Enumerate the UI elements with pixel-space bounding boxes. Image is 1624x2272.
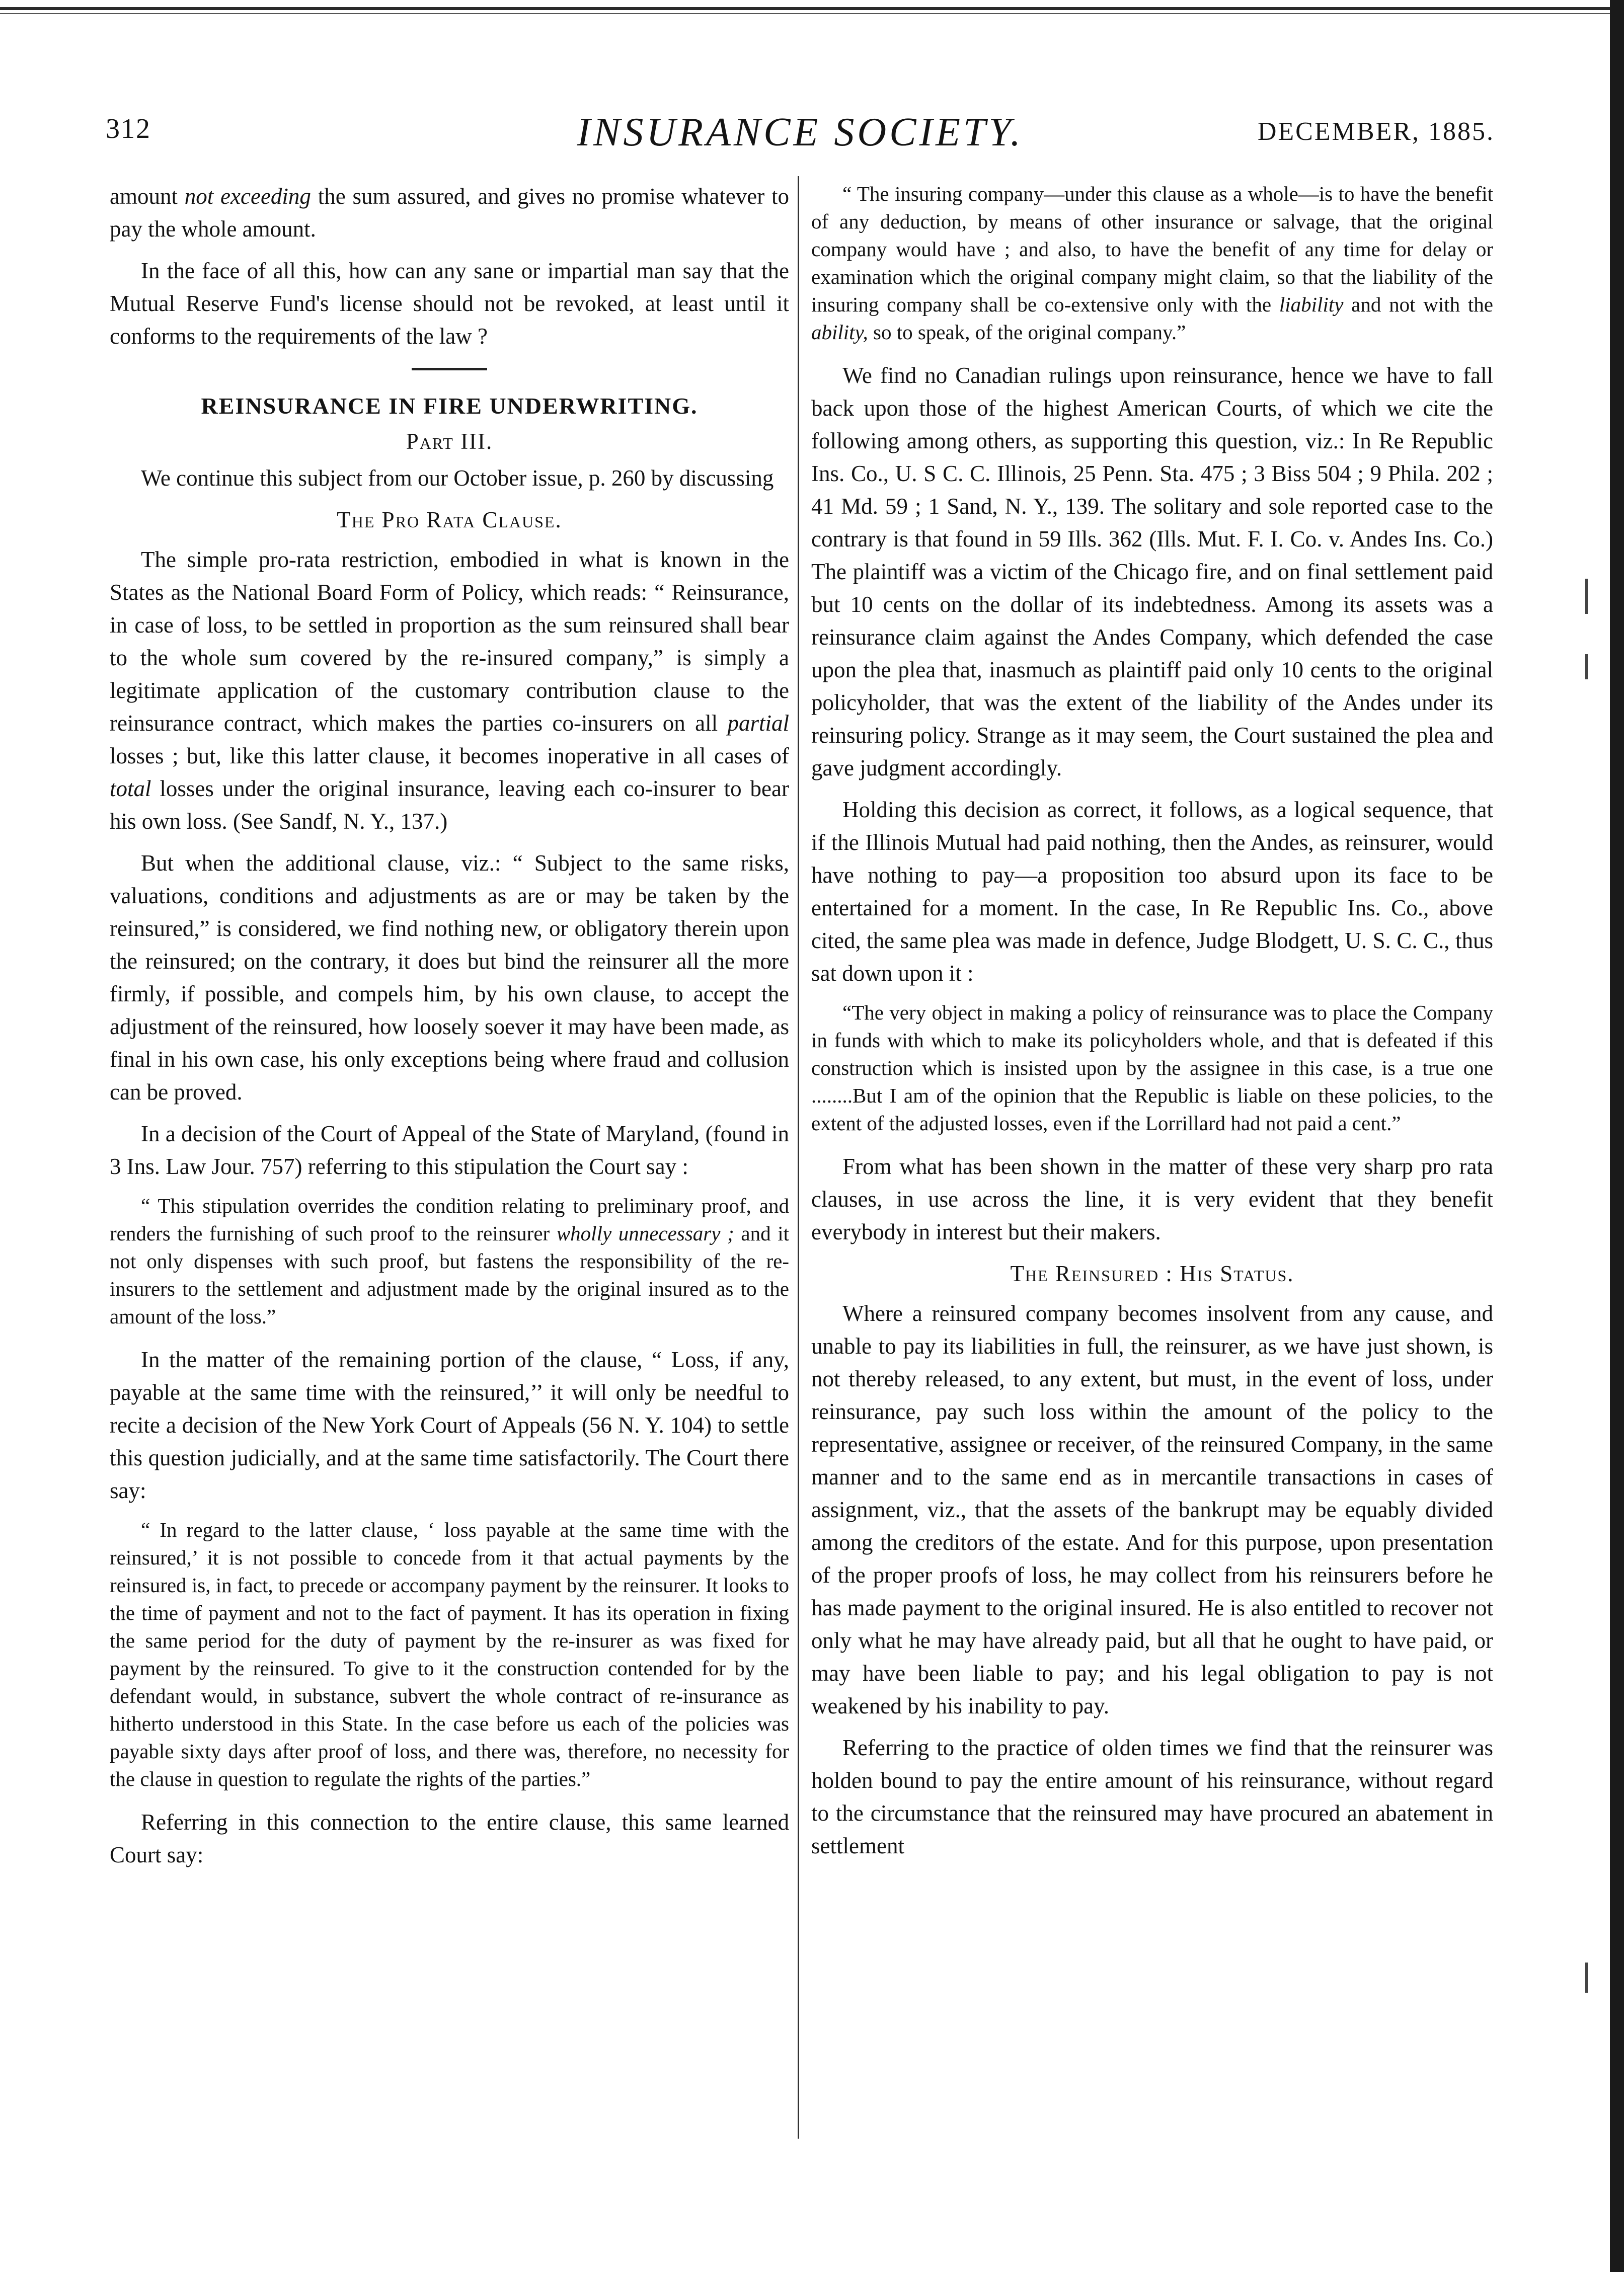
text-run: so to speak, of the original company.” — [868, 321, 1186, 344]
margin-mark — [1585, 654, 1588, 679]
paragraph: We find no Canadian rulings upon reinsurance, hence we have to fall back upon those of the highest American Courts, of which we cite the following among others, as supporting this question, viz.: In Re Republic Ins. Co., U. S C. C. Illinois, 25 Penn. Sta. 475 ; 3 Biss 504 ; 9 Phila. 202 ; 41 Md. 59 ; 1 Sand, N. Y., 139. The solitary and sole reported case to the contrary is that found in 59 Ills. 362 (Ills. Mut. F. I. Co. v. Andes Ins. Co.) The plaintiff was a victim of the Chicago fire, and on final settlement paid but 10 cents on the dollar of its indebtedness. Among its assets was a reinsurance claim against the Andes Company, which defended the case upon the plea that, inasmuch as plaintiff paid only 10 cents to the original policyholder, that was the extent of the liability of the Andes under its reinsuring policy. Strange as it may seem, the Court sustained the plea and gave judgment accordingly. — [811, 363, 1493, 780]
text-run: amount — [110, 184, 185, 209]
block-quote: “The very object in making a policy of reinsurance was to place the Company in funds with which to make its policyholders whole, and that is defeated if this construction which is insisted upon by the assignee in this case, is a true one ........But I am of the opinion that the Republic is liable on these policies, to the extent of the adjusted losses, even if the Lorrillard had not paid a cent.” — [811, 1001, 1493, 1135]
block-quote — [811, 180, 1493, 346]
paragraph: But when the additional clause, viz.: “ Subject to the same risks, valuations, conditions and adjustments as are or may be taken by the reinsured,” is considered, we find nothing new, or obligatory therein upon the reinsured; on the contrary, it does but bind the reinsurer all the more firmly, if possible, and compels him, by his own clause, to accept the adjustment of the reinsured, how loosely soever it may have been made, as final in his own case, his only exceptions being where fraud and collusion can be proved. — [110, 850, 789, 1105]
article-headline: REINSURANCE IN FIRE UNDERWRITING. — [201, 393, 698, 419]
paragraph: In a decision of the Court of Appeal of the State of Maryland, (found in 3 Ins. Law Jour. 757) referring to this stipulation the Court say : — [110, 1121, 789, 1179]
paragraph: We continue this subject from our October issue, p. 260 by discussing — [141, 465, 774, 491]
issue-date: DECEMBER, 1885. — [1257, 117, 1495, 146]
block-quote: “ In regard to the latter clause, ‘ loss payable at the same time with the reinsured,’ it is not possible to concede from it that actual payments by the reinsured is, in fact, to precede or accompany payment by the reinsurer. It looks to the time of payment and not to the fact of payment. It has its operation in fixing the same period for the duty of payment by the re-insurer as was fixed for payment by the reinsured. To give to it the construction contended for by the defendant would, in substance, subvert the whole contract of re-insurance as hitherto understood in this State. In the case before us each of the policies was payable sixty days after proof of loss, and there was, therefore, no necessity for the clause in question to regulate the rights of the parties.” — [110, 1518, 789, 1790]
emphasis: ability, — [811, 321, 868, 344]
paragraph: Referring to the practice of olden times we find that the reinsurer was holden bound to pay the entire amount of his reinsurance, without regard to the circumstance that the reinsured may have procured an abatement in settlement — [811, 1735, 1493, 1858]
page-number: 312 — [106, 113, 151, 144]
paragraph: Referring in this connection to the entire clause, this same learned Court say: — [110, 1810, 789, 1867]
text-run: losses under the original insurance, leaving each co-insurer to bear his own loss. (See Sandf, N. Y., 137.) — [110, 776, 789, 834]
emphasis: not exceeding — [184, 184, 311, 209]
text-run: the sum assured, and gives no promise whatever to pay the whole amount. — [110, 184, 789, 242]
page-edge-shadow — [1610, 0, 1624, 2272]
article-part: Part III. — [406, 429, 493, 454]
paragraph: In the matter of the remaining portion of the clause, “ Loss, if any, payable at the same time with the reinsured,’’ it will only be needful to recite a decision of the New York Court of Appeals (56 N. Y. 104) to settle this question judicially, and at the same time satisfactorily. The Court there say: — [110, 1347, 789, 1503]
top-border-rule — [0, 7, 1624, 10]
journal-title: INSURANCE SOCIETY. — [577, 110, 1024, 154]
paragraph: From what has been shown in the matter of these very sharp pro rata clauses, in use across the line, it is very evident that they benefit everybody in interest but their makers. — [811, 1154, 1493, 1244]
emphasis: liability — [1279, 293, 1344, 316]
emphasis: wholly unnecessary ; — [556, 1222, 734, 1245]
running-header — [106, 110, 1495, 165]
paragraph: Where a reinsured company becomes insolvent from any cause, and unable to pay its liabilities in full, the reinsurer, as we have just shown, is not thereby released, to any extent, but must, in the event of loss, under reinsurance, pay such loss within the amount of the policy to the representative, assignee or receiver, of the reinsured Company, in the same manner and to the same end as in mercantile transactions in cases of assignment, viz., that the assets of the bankrupt may be equably divided among the creditors of the estate. And for this purpose, upon presentation of the proper proofs of loss, he may collect from his reinsurers before he has made payment to the original insured. He is also entitled to recover not only what he may have already paid, but all that he ought to have paid, or may have been liable to pay; and his legal obligation to pay is not weakened by his inability to pay. — [811, 1301, 1493, 1718]
text-run: The simple pro-rata restriction, embodied in what is known in the States as the National Board Form of Policy, which reads: “ Reinsurance, in case of loss, to be settled in proportion as the sum reinsured shall bear to the whole sum covered by the re-insured company,” is simply a legitimate application of the customary contribution clause to the reinsurance contract, which makes the parties co-insurers on all — [110, 547, 789, 736]
text-run: and it not only dispenses with such proof, but fastens the responsibility of the re-insurers to the settlement and adjustment made by the original insured as to the amount of the loss.” — [110, 1222, 790, 1328]
paragraph: Holding this decision as correct, it follows, as a logical sequence, that if the Illinois Mutual had paid nothing, then the Andes, as reinsurer, would have nothing to pay—a proposition too absurd upon its face to be entertained for a moment. In the case, In Re Republic Ins. Co., above cited, the same plea was made in defence, Judge Blodgett, U. S. C. C., thus sat down upon it : — [811, 797, 1493, 986]
emphasis: partial — [727, 711, 789, 736]
left-column — [110, 180, 789, 1881]
text-run: “ The insuring company—under this clause as a whole—is to have the benefit of any deduction, by means of other insurance or salvage, that the original company would have ; and also, to have the benefit of any time for delay or examination which the original company might claim, so that the liability of the insuring company shall be co-extensive only with the — [811, 182, 1493, 316]
emphasis: total — [110, 776, 151, 801]
section-subheading: The Reinsured : His Status. — [1010, 1261, 1294, 1286]
column-divider — [798, 176, 799, 2139]
section-subheading: The Pro Rata Clause. — [337, 507, 562, 532]
text-run: and not with the — [1343, 293, 1493, 316]
right-column — [811, 180, 1493, 1871]
block-quote — [110, 1192, 789, 1330]
margin-mark — [1585, 1963, 1588, 1993]
text-run: losses ; but, like this latter clause, it becomes inoperative in all cases of — [110, 743, 789, 768]
paragraph — [110, 180, 789, 246]
section-divider — [412, 368, 487, 370]
paragraph: In the face of all this, how can any sane or impartial man say that the Mutual Reserve Fund's license should not be revoked, at least until it conforms to the requirements of the law ? — [110, 258, 789, 349]
paragraph — [110, 543, 789, 838]
margin-mark — [1585, 579, 1588, 614]
text-run: “ This stipulation overrides the condition relating to preliminary proof, and renders the furnishing of such proof to the reinsurer — [110, 1194, 789, 1245]
top-border-rule-thin — [0, 13, 1624, 14]
